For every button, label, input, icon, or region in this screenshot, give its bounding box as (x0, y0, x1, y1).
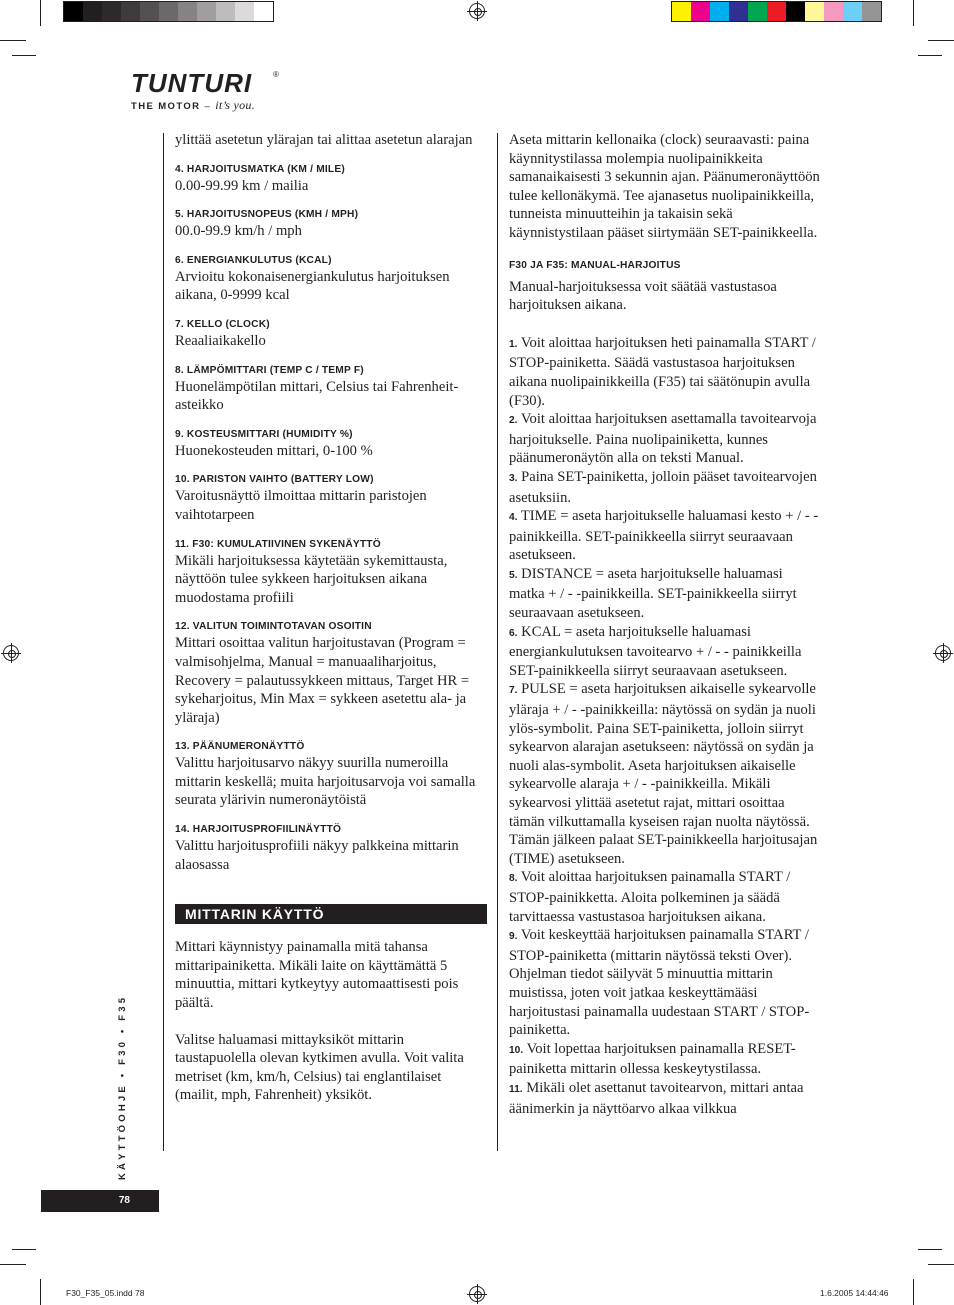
spec-heading: 6. ENERGIANKULUTUS (KCAL) (175, 254, 332, 266)
color-swatch (254, 2, 273, 21)
side-running-head (117, 980, 131, 1180)
manual-step (509, 410, 821, 468)
step-number: 1. (509, 338, 518, 350)
color-swatch (767, 2, 786, 21)
spec-list (175, 163, 487, 875)
step-text: Voit aloittaa harjoituksen heti painamalla START / STOP-painiketta. Säädä vastustasoa harjoituksen aikana nuolipainikkeilla (F35) tai säätönupin avulla (F30). (509, 334, 816, 409)
step-number: 9. (509, 931, 518, 943)
registration-mark-icon (935, 645, 951, 661)
brand-logo (131, 68, 279, 113)
step-text: Voit aloittaa harjoituksen asettamalla tavoitearvoja harjoitukselle. Paina nuolipainiketta, kunnes päänumeronäytön alla on teksti Manual. (509, 411, 817, 467)
spec-description: Huonelämpötilan mittari, Celsius tai Fahrenheit-asteikko (175, 378, 459, 414)
step-text: Voit keskeyttää harjoituksen painamalla START / STOP-painiketta (mittarin näytössä teksti Over). Ohjelman tiedot säilyvät 5 minuuttia mittarin muistissa, joten voit jatkaa keskeyttämääsi harjoitustasi painamalla uudestaan START / STOP-painiketta. (509, 927, 810, 1039)
logo-wordmark: TUNTURI (131, 68, 253, 98)
step-text: Paina SET-painiketta, jolloin pääset tavoitearvojen asetuksiin. (509, 468, 817, 506)
left-intro: ylittää asetetun ylärajan tai alittaa asetetun alarajan (175, 132, 473, 148)
spec-description: 0.00-99.99 km / mailia (175, 177, 309, 194)
color-swatch (786, 2, 805, 21)
slug-file-name: F30_F35_05.indd 78 (66, 1288, 145, 1298)
spec-heading: 7. KELLO (CLOCK) (175, 318, 270, 330)
step-number: 5. (509, 569, 518, 581)
spec-heading: 11. F30: KUMULATIIVINEN SYKENÄYTTÖ (175, 538, 381, 550)
registration-mark-icon (3, 645, 19, 661)
manual-step (509, 680, 821, 868)
registration-mark-icon (469, 3, 485, 19)
spec-heading: 5. HARJOITUSNOPEUS (KMH / MPH) (175, 209, 359, 221)
step-number: 11. (509, 1083, 523, 1095)
color-swatch (121, 2, 140, 21)
color-swatch (748, 2, 767, 21)
color-swatch (862, 2, 881, 21)
spec-description: 00.0-99.9 km/h / mph (175, 223, 302, 240)
spec-description: Valittu harjoitusarvo näkyy suurilla numeroilla mittarin keskellä; muita harjoitusarvoja voi samalla seurata ylärivin numeronäytöistä (175, 755, 476, 809)
color-swatch (843, 2, 862, 21)
spec-heading: 4. HARJOITUSMATKA (KM / MILE) (175, 163, 345, 175)
color-swatch (691, 2, 710, 21)
step-number: 3. (509, 472, 518, 484)
color-swatch (235, 2, 254, 21)
spec-description: Mikäli harjoituksessa käytetään sykemittausta, näyttöön tulee sykkeen harjoituksen aikana muodostama profiili (175, 552, 448, 606)
slug-date: 1.6.2005 14:44:46 (820, 1288, 889, 1298)
tagline-part-a: THE MOTOR (131, 101, 201, 112)
color-swatch (178, 2, 197, 21)
color-swatch (197, 2, 216, 21)
step-text: PULSE = aseta harjoituksen aikaiselle sykearvolle yläraja + / - -painikkeilla: näytössä on sydän ja nuoli ylös-symbolit. Paina SET-painiketta, jolloin siirryt sykearvon alarajan asetukseen: näytössä on sydän ja nuoli alas-symbolit. Aseta harjoituksen aikaiselle sykearvolle alaraja + / - -painikkeilla. Mikäli sykearvosi ylittää asetetut rajat, mittari osoittaa tämän vilkuttamalla kyseisen rajan nuolta näytössä. Tämän jälkeen palaat SET-painikkeella harjoitusajan (TIME) asetukseen. (509, 681, 818, 867)
manual-step (509, 1079, 821, 1118)
step-text: DISTANCE = aseta harjoitukselle haluamasi matka + / - -painikkeilla. SET-painikkeella siirryt seuraavaan asetukseen. (509, 565, 797, 622)
color-swatch (102, 2, 121, 21)
step-number: 2. (509, 415, 518, 427)
page-number: 78 (118, 1195, 130, 1206)
page-number-box (41, 1190, 159, 1212)
manual-heading: F30 JA F35: MANUAL-HARJOITUS (509, 259, 681, 271)
spec-description: Arvioitu kokonaisenergiankulutus harjoituksen aikana, 0-9999 kcal (175, 268, 450, 304)
color-swatch (64, 2, 83, 21)
logo-registered-mark: ® (273, 70, 279, 79)
registration-mark-icon (469, 1286, 485, 1302)
step-number: 10. (509, 1044, 524, 1056)
step-text: Voit aloittaa harjoituksen painamalla START / STOP-painikketta. Aloita polkeminen ja säädä tarvittaessa vastustasoa harjoituksen aikana. (509, 869, 791, 925)
step-text: KCAL = aseta harjoitukselle haluamasi energiankulutuksen tavoitearvo + / - - painikkeilla SET-painikkeella siirryt seuraavaan asetukseen. (509, 623, 802, 679)
step-number: 8. (509, 873, 518, 885)
manual-step (509, 868, 821, 926)
logo-tagline (131, 98, 255, 113)
step-text: Voit lopettaa harjoituksen painamalla RESET-painiketta mittarin ollessa keskeytystilassa. (509, 1040, 796, 1078)
spec-heading: 8. LÄMPÖMITTARI (TEMP C / TEMP F) (175, 364, 364, 376)
color-swatch (216, 2, 235, 21)
spec-description: Varoitusnäyttö ilmoittaa mittarin paristojen vaihtotarpeen (175, 488, 427, 523)
step-number: 4. (509, 512, 518, 524)
usage-paragraph-2: Valitse haluamasi mittayksiköt mittarin taustapuolella olevan kytkimen avulla. Voit valita metriset (km, km/h, Celsius) tai englantilaiset (mailit, mph, Fahrenheit) yksiköt. (175, 1031, 464, 1104)
spec-heading: 12. VALITUN TOIMINTOTAVAN OSOITIN (175, 621, 372, 633)
color-swatch (710, 2, 729, 21)
spec-description: Mittari osoittaa valitun harjoitustavan (Program = valmisohjelma, Manual = manuaaliharjoitus, Recovery = palautussykkeen mittaus, Target HR = sykeharjoitus, Min Max = sykkeen asetettu ala- ja yläraja) (175, 635, 470, 726)
step-text: TIME = aseta harjoitukselle haluamasi kesto + / - -painikkeilla. SET-painikkeella siirryt seuraavaan asetukseen. (509, 508, 819, 564)
color-swatch (805, 2, 824, 21)
spec-description: Valittu harjoitusprofiili näkyy palkkeina mittarin alaosassa (175, 838, 459, 873)
step-number: 7. (509, 685, 518, 697)
section-bar-heading: MITTARIN KÄYTTÖ (175, 904, 487, 924)
side-label: KÄYTTÖOHJE • F30 • F35 (117, 994, 128, 1180)
step-number: 6. (509, 627, 518, 639)
manual-steps-list (509, 334, 821, 1118)
usage-paragraph-1: Mittari käynnistyy painamalla mitä tahansa mittaripainiketta. Mikäli laite on käyttämättä 5 minuuttia, mittari kytkeytyy automaattisesti pois päältä. (175, 939, 459, 1012)
color-swatch (140, 2, 159, 21)
manual-lead: Manual-harjoituksessa voit säätää vastustasoa harjoituksen aikana. (509, 278, 777, 314)
manual-step (509, 1040, 821, 1079)
manual-step (509, 926, 821, 1040)
spec-heading: 13. PÄÄNUMERONÄYTTÖ (175, 741, 305, 753)
left-column-rule (163, 133, 164, 1151)
spec-description: Huonekosteuden mittari, 0-100 % (175, 442, 373, 459)
left-column (175, 131, 487, 1105)
color-swatch (672, 2, 691, 21)
center-column-rule (497, 133, 498, 1151)
spec-heading: 10. PARISTON VAIHTO (BATTERY LOW) (175, 474, 374, 486)
tagline-dash: – (200, 101, 216, 112)
process-color-bar (671, 1, 882, 22)
clock-instructions: Aseta mittarin kellonaika (clock) seuraavasti: paina käynnitystilassa molempia nuolipainikkeita samanaikaisesti 3 sekunnin ajan. Päänumeronäyttöön tulee kellonäkymä. Tee ajanasetus nuolipainikkeilla, tunneista minuutteihin ja takaisin sekä käynnistystilaan pääset siirtymään SET-painikkeella. (509, 132, 820, 241)
gray-color-bar (63, 1, 274, 22)
manual-step (509, 468, 821, 507)
manual-step (509, 507, 821, 565)
right-column (509, 131, 821, 1118)
manual-step (509, 565, 821, 623)
spec-description: Reaaliaikakello (175, 332, 266, 349)
step-text: Mikäli olet asettanut tavoitearvon, mittari antaa äänimerkin ja näyttöarvo alkaa vilkkua (509, 1079, 804, 1117)
manual-step (509, 334, 821, 410)
spec-heading: 9. KOSTEUSMITTARI (HUMIDITY %) (175, 428, 353, 440)
color-swatch (729, 2, 748, 21)
color-swatch (83, 2, 102, 21)
manual-step (509, 623, 821, 681)
spec-heading: 14. HARJOITUSPROFIILINÄYTTÖ (175, 824, 342, 836)
color-swatch (824, 2, 843, 21)
color-swatch (159, 2, 178, 21)
tagline-part-b: it’s you. (215, 98, 256, 112)
